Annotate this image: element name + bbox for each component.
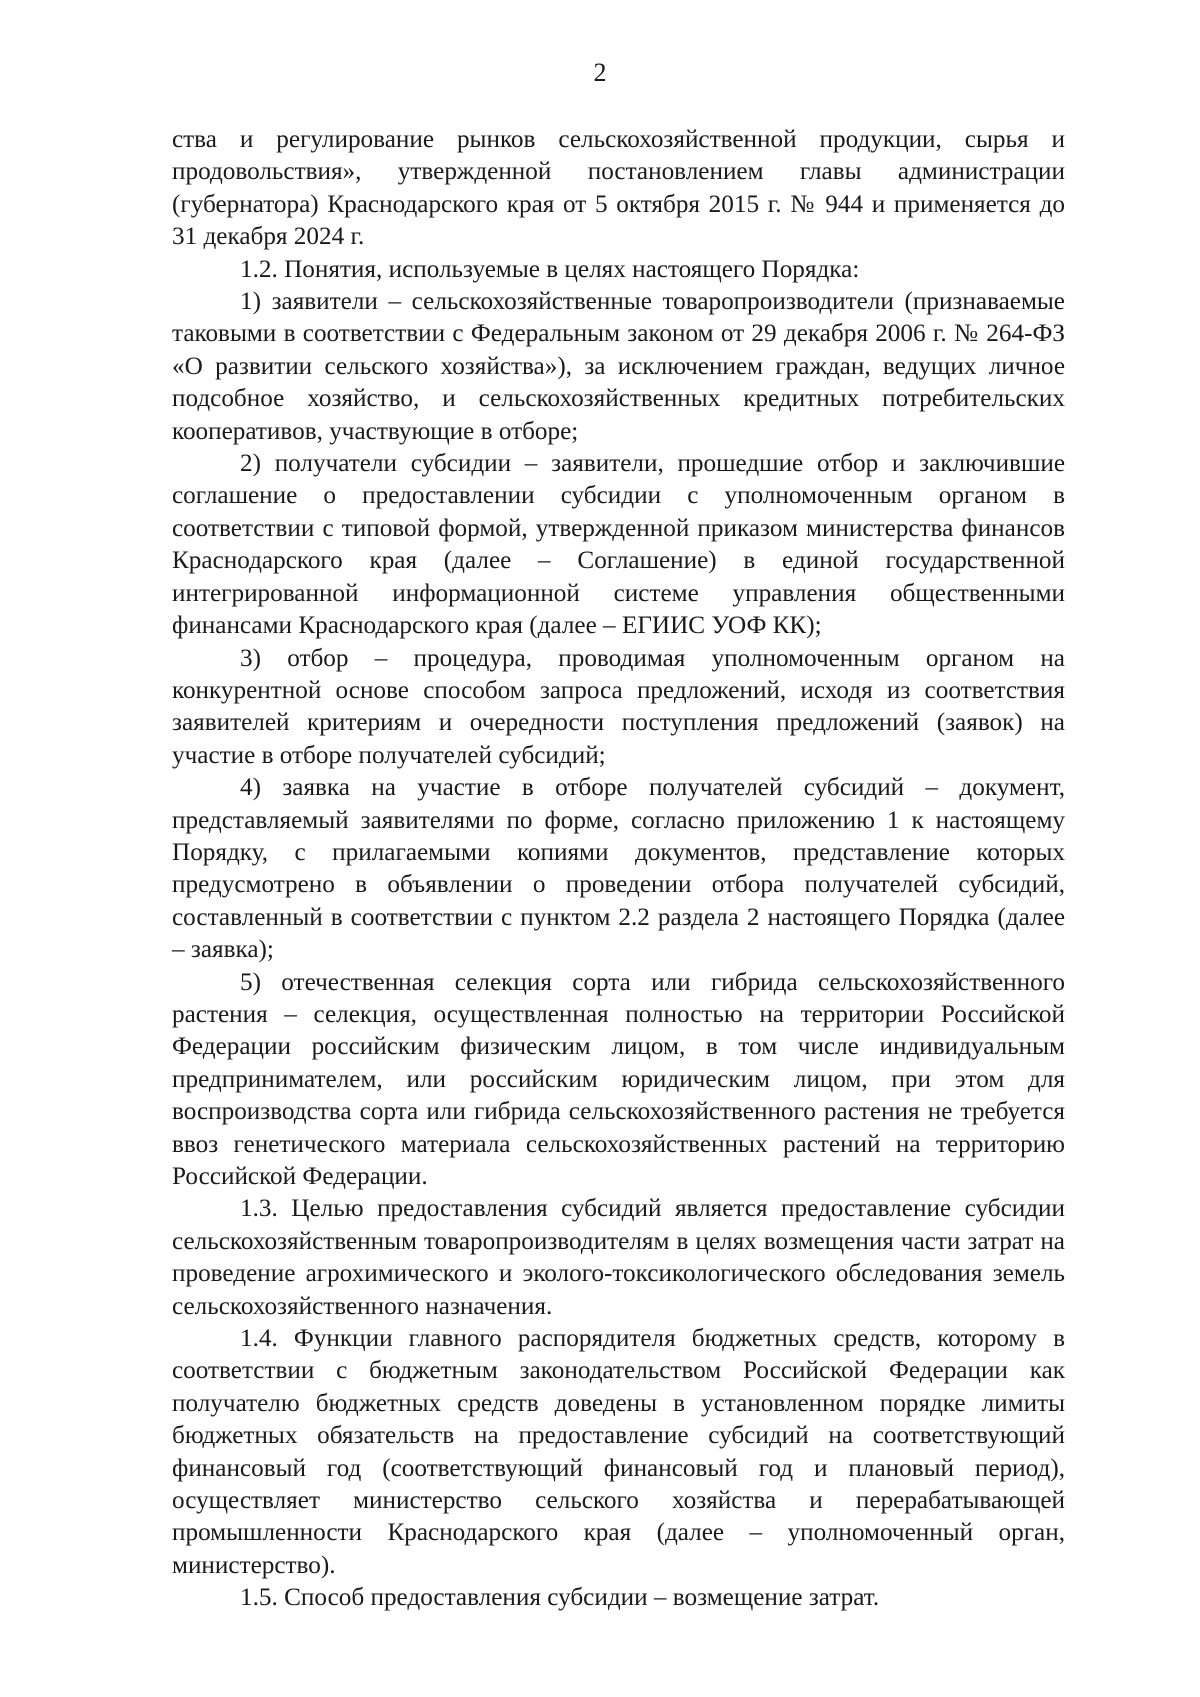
paragraph-definition-2-recipients: 2) получатели субсидии – заявители, прошедшие отбор и заключившие соглашение о предоставлении субсидии с уполномоченным органом в соответствии с типовой формой, утвержденной приказом министерства финансов Краснодарского края (далее – Соглашение) в единой государственной интегрированной информационной системе управления общественными финансами Краснодарского края (далее – ЕГИИС УОФ КК); <box>172 450 1065 640</box>
paragraph-continuation: ства и регулирование рынков сельскохозяйственной продукции, сырья и продовольствия», утвержденной постановлением главы администрации (губернатора) Краснодарского края от 5 октября 2015 г. № 944 и применяется до 31 декабря 2024 г. <box>172 126 1065 251</box>
paragraph-definition-5-selection-breeding: 5) отечественная селекция сорта или гибрида сельскохозяйственного растения – селекция, осуществленная полностью на территории Российской Федерации российским физическим лицом, в том числе индивидуальным предпринимателем, или российским юридическим лицом, при этом для воспроизводства сорта или гибрида сельскохозяйственного растения не требуется ввоз генетического материала сельскохозяйственных растений на территорию Российской Федерации. <box>172 968 1065 1190</box>
paragraph-definition-4-application: 4) заявка на участие в отборе получателей субсидий – документ, представляемый заявителями по форме, согласно приложению 1 к настоящему Порядку, с прилагаемыми копиями документов, представление которых предусмотрено в объявлении о проведении отбора получателей субсидий, составленный в соответствии с пунктом 2.2 раздела 2 настоящего Порядка (далее – заявка); <box>172 774 1065 964</box>
paragraph-1-2-definitions: 1.2. Понятия, используемые в целях настоящего Порядка: <box>240 255 860 283</box>
paragraph-1-3-purpose: 1.3. Целью предоставления субсидий является предоставление субсидии сельскохозяйственным товаропроизводителям в целях возмещения части затрат на проведение агрохимического и эколого-токсикологического обследования земель сельскохозяйственного назначения. <box>172 1195 1065 1320</box>
paragraph-definition-1-applicants: 1) заявители – сельскохозяйственные товаропроизводители (признаваемые таковыми в соответствии с Федеральным законом от 29 декабря 2006 г. № 264-ФЗ «О развитии сельского хозяйства»), за исключением граждан, ведущих личное подсобное хозяйство, и сельскохозяйственных кредитных потребительских кооперативов, участвующие в отборе; <box>172 288 1065 445</box>
paragraph-definition-3-selection: 3) отбор – процедура, проводимая уполномоченным органом на конкурентной основе способом запроса предложений, исходя из соответствия заявителей критериям и очередности поступления предложений (заявок) на участие в отборе получателей субсидий; <box>172 644 1065 769</box>
paragraph-1-4-functions: 1.4. Функции главного распорядителя бюджетных средств, которому в соответствии с бюджетным законодательством Российской Федерации как получателю бюджетных средств доведены в установленном порядке лимиты бюджетных обязательств на предоставление субсидий на соответствующий финансовый год (соответствующий финансовый год и плановый период), осуществляет министерство сельского хозяйства и перерабатывающей промышленности Краснодарского края (далее – уполномоченный орган, министерство). <box>172 1325 1065 1579</box>
paragraph-1-5-method: 1.5. Способ предоставления субсидии – возмещение затрат. <box>240 1584 880 1612</box>
page-number: 2 <box>593 58 607 87</box>
document-body <box>172 124 1065 1615</box>
